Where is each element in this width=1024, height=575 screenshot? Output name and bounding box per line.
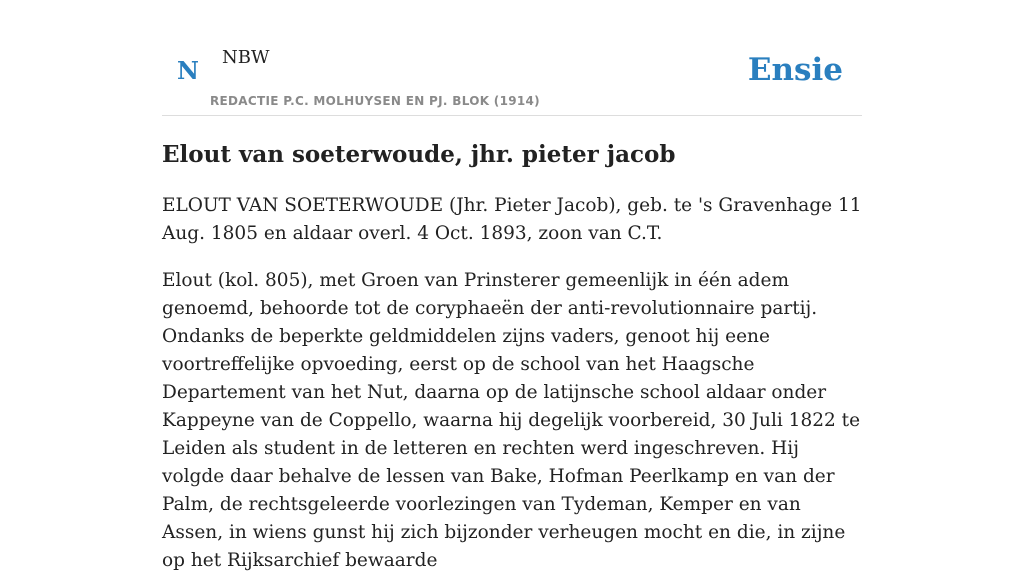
source-subtitle: REDACTIE P.C. MOLHUYSEN EN PJ. BLOK (1914) bbox=[210, 94, 540, 108]
source-name[interactable]: NBW bbox=[222, 47, 270, 68]
article-paragraph: Elout (kol. 805), met Groen van Prinsterer gemeenlijk in één adem genoemd, behoorde tot de coryphaeën der anti-revolutionnaire partij. Ondanks de beperkte geldmiddelen zijns vaders, genoot hij eene voortreffelijke opvoeding, eerst op de school van het Haagsche Departement van het Nut, daarna op de latijnsche school aldaar onder Kappeyne van de Coppello, waarna hij degelijk voorbereid, 30 Juli 1822 te Leiden als student in de letteren en rechten werd ingeschreven. Hij volgde daar behalve de lessen van Bake, Hofman Peerlkamp en van der Palm, de rechtsgeleerde voorlezingen van Tydeman, Kemper en van Assen, in wiens gunst hij zich bijzonder verheugen mocht en die, in zijne op het Rijksarchief bewaarde bbox=[162, 270, 861, 571]
article-title: Elout van soeterwoude, jhr. pieter jacob bbox=[162, 141, 676, 168]
page-header bbox=[162, 0, 862, 116]
source-logo[interactable]: N bbox=[177, 56, 199, 85]
article-paragraph: ELOUT VAN SOETERWOUDE (Jhr. Pieter Jacob), geb. te 's Gravenhage 11 Aug. 1805 en aldaar overl. 4 Oct. 1893, zoon van C.T. bbox=[162, 195, 862, 244]
brand-logo[interactable]: Ensie bbox=[747, 52, 843, 88]
